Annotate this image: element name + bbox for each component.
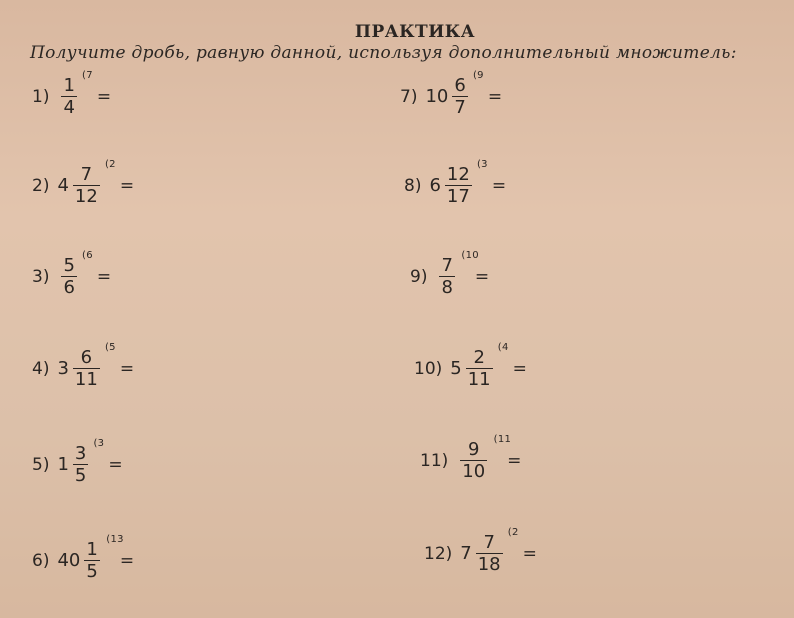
additional-multiplier: (10: [461, 250, 479, 261]
additional-multiplier: (2: [104, 159, 116, 170]
problem-number: 6): [32, 550, 50, 571]
problem-10: [414, 342, 527, 390]
problem-9: [410, 250, 490, 298]
fraction: [71, 438, 105, 486]
problem-number: 7): [400, 86, 418, 107]
fraction: [71, 159, 116, 207]
page-title: ПРАКТИКА: [354, 22, 476, 42]
problem-number: 10): [414, 358, 443, 379]
whole-part: 40: [57, 550, 81, 571]
problem-number: 8): [404, 175, 422, 196]
additional-multiplier: (11: [493, 434, 512, 445]
denominator: 10: [462, 461, 486, 482]
equals-sign: =: [522, 543, 537, 564]
fraction: [82, 534, 124, 582]
numerator: 6: [454, 75, 466, 96]
problem-4: [32, 342, 135, 390]
fraction: [59, 250, 93, 298]
additional-multiplier: (7: [82, 70, 93, 81]
whole-part: 10: [425, 86, 449, 107]
numerator: 7: [483, 532, 495, 553]
problem-6: [32, 534, 135, 582]
problem-number: 12): [424, 543, 453, 564]
problem-11: [420, 434, 522, 482]
problem-1: [32, 70, 112, 118]
equals-sign: =: [119, 358, 135, 379]
problem-7: [400, 70, 503, 118]
denominator: 4: [63, 97, 75, 118]
instruction-text: Получите дробь, равную данной, используя дополнительный множитель:: [30, 43, 737, 63]
fraction: [437, 250, 479, 298]
whole-part: 4: [57, 175, 69, 196]
denominator: 5: [86, 561, 98, 582]
problem-2: [32, 159, 135, 207]
numerator: 9: [467, 439, 480, 460]
fraction: [474, 527, 519, 575]
problem-number: 3): [32, 266, 50, 287]
denominator: 18: [477, 554, 501, 575]
numerator: 12: [446, 164, 470, 185]
equals-sign: =: [96, 86, 112, 107]
additional-multiplier: (2: [507, 527, 519, 538]
numerator: 2: [473, 347, 485, 368]
whole-part: 5: [450, 358, 462, 379]
problem-8: [404, 159, 507, 207]
denominator: 7: [454, 97, 466, 118]
problem-number: 9): [410, 266, 428, 287]
equals-sign: =: [119, 175, 135, 196]
problem-number: 4): [32, 358, 50, 379]
whole-part: 7: [460, 543, 472, 564]
equals-sign: =: [512, 358, 527, 379]
whole-part: 1: [57, 454, 69, 475]
whole-part: 6: [429, 175, 441, 196]
problem-12: [424, 527, 537, 575]
equals-sign: =: [108, 454, 123, 475]
additional-multiplier: (9: [472, 70, 484, 81]
problem-number: 1): [32, 86, 50, 107]
whole-part: 3: [57, 358, 69, 379]
fraction: [458, 434, 512, 482]
numerator: 5: [63, 255, 75, 276]
equals-sign: =: [119, 550, 135, 571]
denominator: 6: [63, 277, 75, 298]
additional-multiplier: (5: [104, 342, 116, 353]
problem-number: 5): [32, 454, 50, 475]
equals-sign: =: [474, 266, 490, 287]
numerator: 7: [80, 164, 93, 185]
equals-sign: =: [491, 175, 507, 196]
fraction: [450, 70, 484, 118]
problem-3: [32, 250, 112, 298]
problem-number: 2): [32, 175, 50, 196]
numerator: 1: [86, 539, 98, 560]
fraction: [464, 342, 509, 390]
problem-number: 11): [420, 450, 449, 471]
numerator: 3: [74, 443, 87, 464]
additional-multiplier: (6: [82, 250, 93, 261]
fraction: [443, 159, 488, 207]
additional-multiplier: (13: [106, 534, 124, 545]
additional-multiplier: (3: [93, 438, 105, 449]
additional-multiplier: (4: [497, 342, 509, 353]
denominator: 5: [74, 465, 87, 486]
equals-sign: =: [96, 266, 112, 287]
denominator: 11: [74, 369, 98, 390]
fraction: [71, 342, 116, 390]
numerator: 1: [63, 75, 75, 96]
problem-5: [32, 438, 123, 486]
denominator: 12: [74, 186, 98, 207]
equals-sign: =: [487, 86, 503, 107]
numerator: 6: [80, 347, 93, 368]
additional-multiplier: (3: [476, 159, 488, 170]
numerator: 7: [441, 255, 453, 276]
denominator: 11: [467, 369, 491, 390]
denominator: 17: [446, 186, 470, 207]
fraction: [59, 70, 93, 118]
equals-sign: =: [507, 450, 522, 471]
denominator: 8: [441, 277, 453, 298]
